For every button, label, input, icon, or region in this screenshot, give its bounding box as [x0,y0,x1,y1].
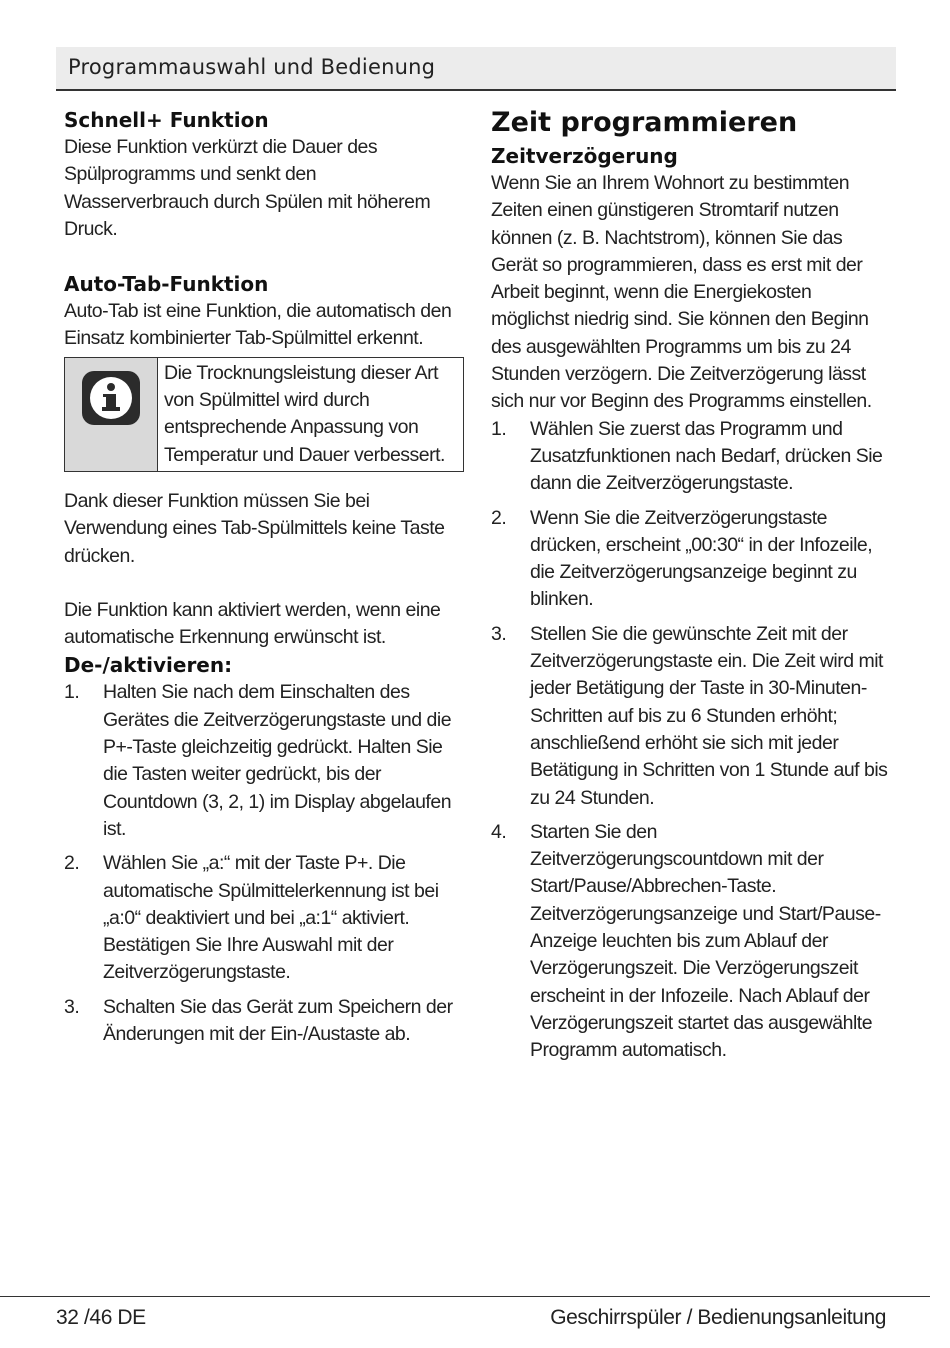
step-text: Halten Sie nach dem Einschalten des Gerätes die Zeitverzögerungstaste und die P+-Taste gleichzeitig gedrückt. Halten Sie die Tasten weiter gedrückt, bis der Countdown (3, 2, 1) im Display abgelaufen ist. [103,681,452,840]
schnell-heading: Schnell+ Funktion [64,108,269,132]
list-item [64,994,464,1049]
info-note-box [64,357,464,472]
info-icon [81,370,141,426]
autotab-paragraph: Auto-Tab ist eine Funktion, die automatisch den Einsatz kombinierter Tab-Spülmittel erkennt. [64,300,452,350]
list-item [64,850,464,986]
schnell-paragraph: Diese Funktion verkürzt die Dauer des Spülprogramms und senkt den Wasserverbrauch durch Spülen mit höherem Druck. [64,136,431,240]
document-title: Geschirrspüler / Bedienungsanleitung [550,1306,886,1329]
list-item [491,505,891,614]
right-column [491,106,891,1072]
step-number: 3. [491,622,507,645]
info-note-text: Die Trocknungsleistung dieser Art von Spülmittel wird durch entsprechende Anpassung von Temperatur und Dauer verbessert. [164,361,445,466]
deaktivieren-steps [64,679,464,1048]
step-number: 4. [491,820,507,843]
section-title: Programmauswahl und Bedienung [68,55,436,79]
dank-paragraph: Dank dieser Funktion müssen Sie bei Verwendung eines Tab-Spülmittels keine Taste drücken. [64,489,445,567]
step-text: Stellen Sie die gewünschte Zeit mit der Zeitverzögerungstaste ein. Die Zeit wird mit jeder Betätigung der Taste in 30-Minuten-Schritten auf bis zu 6 Stunden erhöht; anschließend erhöht sie sich mit jeder Betätigung in Schritten von 1 Stunde auf bis zu 24 Stunden. [530,622,888,809]
step-number: 2. [491,506,507,529]
step-number: 2. [64,852,80,875]
list-item [491,416,891,498]
zeit-intro-paragraph: Wenn Sie an Ihrem Wohnort zu bestimmten Zeiten einen günstigeren Stromtarif nutzen können (z. B. Nachtstrom), können Sie das Gerät so programmieren, dass es erst mit der Arbeit beginnt, wenn die Energiekosten möglichst niedrig sind. Sie können den Beginn des ausgewählten Programms um bis zu 24 Stunden verzögern. Die Zeitverzögerung lässt sich nur vor Beginn des Programms einstellen. [491,172,872,413]
funktion-paragraph: Die Funktion kann aktiviert werden, wenn eine automatische Erkennung erwünscht ist. [64,598,441,649]
zeitverzoegerung-heading: Zeitverzögerung [491,144,678,168]
footer-divider [0,1296,930,1297]
left-column [64,106,464,1055]
zeit-steps [491,416,891,1065]
deaktivieren-heading: De-/aktivieren: [64,653,233,678]
step-text: Schalten Sie das Gerät zum Speichern der Änderungen mit der Ein-/Austaste ab. [103,995,453,1046]
step-text: Starten Sie den Zeitverzögerungscountdown mit der Start/Pause/Abbrechen-Taste. Zeitverzögerungsanzeige und Start/Pause-Anzeige leuchten bis zum Ablauf der Verzögerungszeit. Die Verzögerungszeit erscheint in der Infozeile. Nach Ablauf der Verzögerungszeit startet das ausgewählte Programm automatisch. [530,820,881,1062]
section-header [56,47,896,91]
step-text: Wählen Sie „a:“ mit der Taste P+. Die automatische Spülmittelerkennung ist bei „a:0“ deaktiviert und bei „a:1“ aktiviert. Bestätigen Sie Ihre Auswahl mit der Zeitverzögerungstaste. [103,852,439,984]
step-number: 1. [491,417,507,440]
list-item [491,819,891,1065]
info-icon-cell [65,358,158,471]
autotab-heading: Auto-Tab-Funktion [64,272,269,297]
step-text: Wählen Sie zuerst das Programm und Zusatzfunktionen nach Bedarf, drücken Sie dann die Zeitverzögerungstaste. [530,417,883,495]
list-item [64,679,464,843]
step-text: Wenn Sie die Zeitverzögerungstaste drücken, erscheint „00:30“ in der Infozeile, die Zeitverzögerungsanzeige beginnt zu blinken. [530,506,873,611]
zeit-heading: Zeit programmieren [491,107,798,138]
page-number: 32 /46 DE [56,1306,146,1329]
list-item [491,621,891,812]
step-number: 1. [64,681,80,704]
step-number: 3. [64,995,80,1018]
